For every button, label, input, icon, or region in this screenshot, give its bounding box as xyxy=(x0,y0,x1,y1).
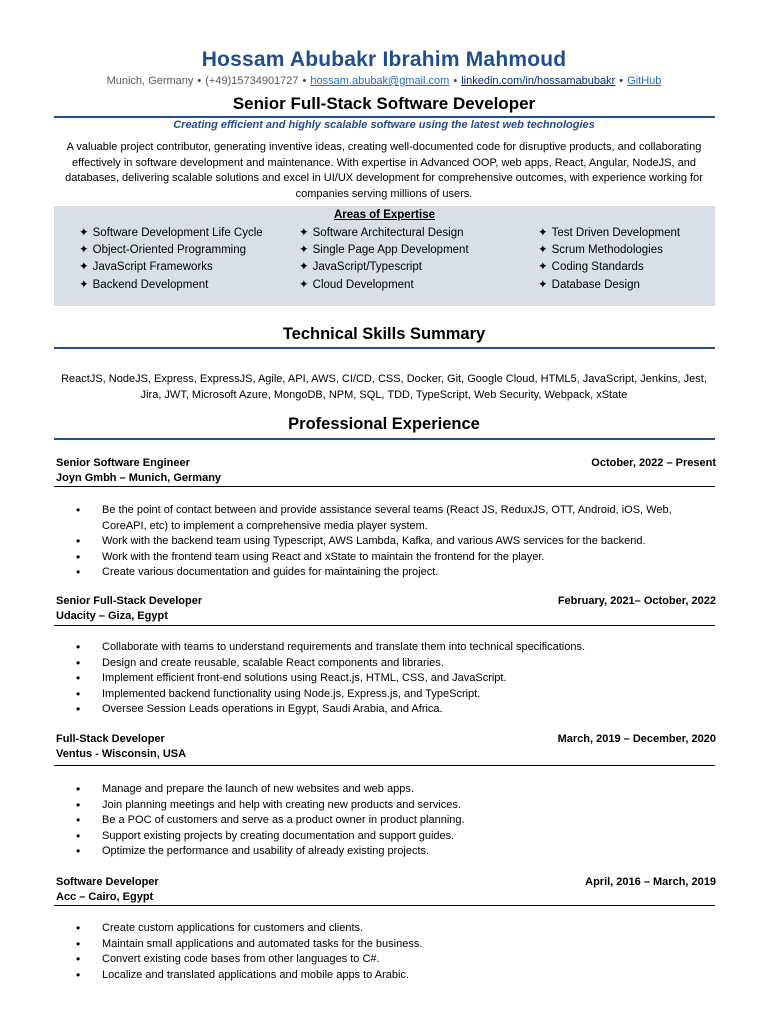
expertise-item: ✦ Test Driven Development xyxy=(538,225,680,242)
job-dates: October, 2022 – Present xyxy=(591,457,716,469)
job-role: Senior Full-Stack Developer xyxy=(56,595,203,607)
job-bullets xyxy=(76,921,696,983)
job-divider xyxy=(54,486,715,487)
expertise-column-2 xyxy=(299,225,469,294)
expertise-column-1 xyxy=(79,225,263,294)
separator: • xyxy=(619,75,624,87)
expertise-item: ✦ Object-Oriented Programming xyxy=(79,242,263,259)
job-entry xyxy=(56,733,716,858)
job-company: Joyn Gmbh – Munich, Germany xyxy=(56,472,222,484)
expertise-item: ✦ Software Development Life Cycle xyxy=(79,225,263,242)
bullet-item: • Implemented backend functionality using Node.js, Express.js, and TypeScript. xyxy=(76,687,696,703)
job-entry xyxy=(56,595,716,716)
separator: • xyxy=(453,75,458,87)
bullet-item: • Support existing projects by creating documentation and support guides. xyxy=(76,829,696,845)
bullet-item: • Join planning meetings and help with creating new products and services. xyxy=(76,798,696,814)
bullet-item: • Maintain small applications and automated tasks for the business. xyxy=(76,937,696,953)
title-divider xyxy=(54,116,715,118)
job-bullets xyxy=(76,503,696,581)
skills-heading: Technical Skills Summary xyxy=(282,325,486,343)
skills-divider xyxy=(54,347,715,349)
job-company: Udacity – Giza, Egypt xyxy=(56,610,168,622)
bullet-item: • Create various documentation and guides for maintaining the project. xyxy=(76,565,696,581)
job-company: Ventus - Wisconsin, USA xyxy=(56,748,187,760)
separator: • xyxy=(302,75,307,87)
expertise-item: ✦ Coding Standards xyxy=(538,259,680,276)
job-role: Senior Software Engineer xyxy=(56,457,190,469)
job-entry xyxy=(56,457,716,579)
job-title: Senior Full-Stack Software Developer xyxy=(232,94,536,113)
job-role: Full-Stack Developer xyxy=(56,733,165,745)
job-dates: March, 2019 – December, 2020 xyxy=(557,733,716,745)
summary-paragraph: A valuable project contributor, generating inventive ideas, creating well-documented code for disruptive products, and collaborating effectively in software development and maintenance. With expertise in Advanced OOP, web apps, React, Angular, NodeJS, and databases, delivering scalable solutions and excel in UI/UX development for comprehensive outcomes, with experience working for companies serving millions of users. xyxy=(65,141,703,200)
expertise-heading: Areas of Expertise xyxy=(334,209,435,221)
linkedin-link[interactable]: linkedin.com/in/hossamabubakr xyxy=(461,75,616,87)
job-header xyxy=(56,595,716,625)
bullet-item: • Manage and prepare the launch of new websites and web apps. xyxy=(76,782,696,798)
job-divider xyxy=(54,765,715,766)
bullet-item: • Implement efficient front-end solutions using React.js, HTML, CSS, and JavaScript. xyxy=(76,671,696,687)
separator: • xyxy=(197,75,202,87)
tagline: Creating efficient and highly scalable software using the latest web technologies xyxy=(173,119,595,131)
contact-line xyxy=(0,75,768,87)
expertise-item: ✦ Scrum Methodologies xyxy=(538,242,680,259)
experience-heading: Professional Experience xyxy=(288,415,480,433)
experience-divider xyxy=(54,438,715,440)
skills-list: ReactJS, NodeJS, Express, ExpressJS, Agile, API, AWS, CI/CD, CSS, Docker, Git, Google Cloud, HTML5, JavaScript, Jenkins, Jest, Jira, JWT, Microsoft Azure, MongoDB, NPM, SQL, TDD, TypeScript, Web Security, Webpack, xState xyxy=(61,373,707,401)
job-dates: February, 2021– October, 2022 xyxy=(557,595,716,607)
job-header xyxy=(56,733,716,763)
github-link[interactable]: GitHub xyxy=(627,75,662,87)
expertise-item: ✦ Software Architectural Design xyxy=(299,225,469,242)
bullet-item: • Design and create reusable, scalable React components and libraries. xyxy=(76,656,696,672)
bullet-item: • Work with the backend team using Typescript, AWS Lambda, Kafka, and various AWS services for the backend. xyxy=(76,534,696,550)
bullet-item: • Oversee Session Leads operations in Egypt, Saudi Arabia, and Africa. xyxy=(76,702,696,718)
phone-text: (+49)15734901727 xyxy=(205,75,299,87)
candidate-name: Hossam Abubakr Ibrahim Mahmoud xyxy=(201,48,567,71)
bullet-item: • Localize and translated applications and mobile apps to Arabic. xyxy=(76,968,696,984)
expertise-item: ✦ JavaScript Frameworks xyxy=(79,259,263,276)
job-entry xyxy=(56,876,716,981)
expertise-item: ✦ Single Page App Development xyxy=(299,242,469,259)
expertise-column-3 xyxy=(538,225,680,294)
bullet-item: • Be the point of contact between and provide assistance several teams (React JS, ReduxJS, OTT, Android, iOS, Web, CoreAPI, etc) to implement a comprehensive media player system. xyxy=(76,503,696,534)
bullet-item: • Work with the frontend team using React and xState to maintain the frontend for the player. xyxy=(76,550,696,566)
job-bullets xyxy=(76,782,696,860)
email-link[interactable]: hossam.abubak@gmail.com xyxy=(310,75,450,87)
job-bullets xyxy=(76,640,696,718)
expertise-item: ✦ Database Design xyxy=(538,277,680,294)
job-role: Software Developer xyxy=(56,876,159,888)
job-divider xyxy=(54,905,715,906)
expertise-item: ✦ JavaScript/Typescript xyxy=(299,259,469,276)
bullet-item: • Be a POC of customers and serve as a product owner in product planning. xyxy=(76,813,696,829)
location-text: Munich, Germany xyxy=(106,75,194,87)
job-dates: April, 2016 – March, 2019 xyxy=(585,876,716,888)
expertise-item: ✦ Backend Development xyxy=(79,277,263,294)
job-header xyxy=(56,876,716,906)
job-divider xyxy=(54,625,715,626)
job-header xyxy=(56,457,716,487)
bullet-item: • Create custom applications for customers and clients. xyxy=(76,921,696,937)
bullet-item: • Collaborate with teams to understand requirements and translate them into technical specifications. xyxy=(76,640,696,656)
bullet-item: • Optimize the performance and usability of already existing projects. xyxy=(76,844,696,860)
bullet-item: • Convert existing code bases from other languages to C#. xyxy=(76,952,696,968)
job-company: Acc – Cairo, Egypt xyxy=(56,891,154,903)
expertise-item: ✦ Cloud Development xyxy=(299,277,469,294)
areas-of-expertise-box xyxy=(54,206,715,306)
